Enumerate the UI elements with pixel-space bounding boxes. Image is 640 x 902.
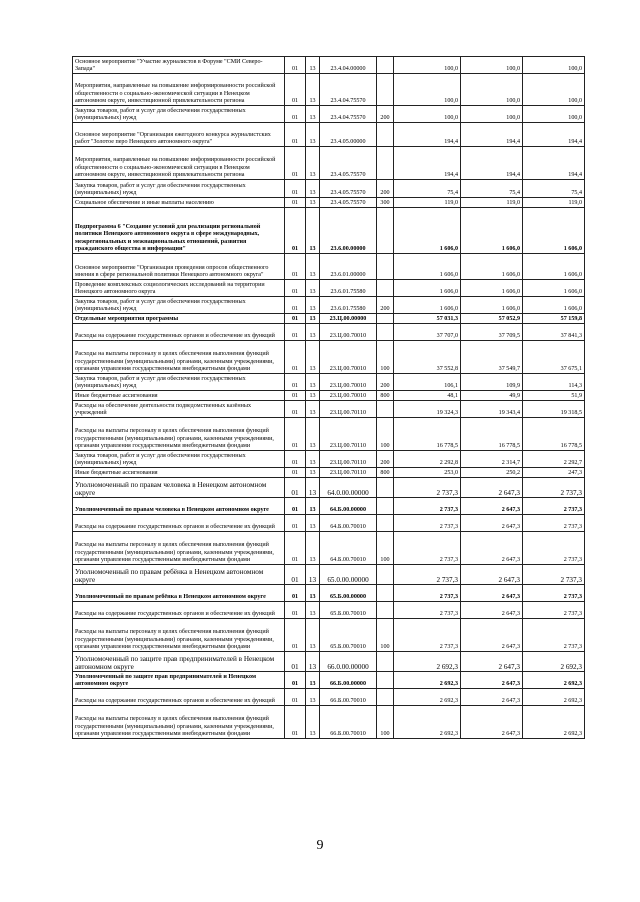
target-article-cell: 23.4.05.00000: [320, 123, 377, 147]
amount-year-2-cell: 2 647,3: [461, 689, 523, 706]
section-code-cell: 13: [306, 652, 320, 672]
ministry-code-cell: 01: [285, 74, 306, 106]
table-body: [73, 57, 585, 739]
row-name-cell: Проведение комплексных социологических исследований на территории Ненецкого автономного округа: [73, 280, 285, 297]
expense-type-cell: [377, 280, 394, 297]
budget-table: [72, 56, 585, 739]
table-row: [73, 297, 585, 314]
amount-year-3-cell: 2 737,3: [523, 498, 585, 515]
target-article-cell: 23.Ц.00.70110: [320, 451, 377, 468]
table-row: [73, 478, 585, 498]
amount-year-3-cell: 57 159,8: [523, 314, 585, 324]
amount-year-1-cell: 16 778,5: [394, 418, 461, 451]
target-article-cell: 64.0.00.00000: [320, 478, 377, 498]
section-code-cell: 13: [306, 672, 320, 689]
table-row: [73, 468, 585, 478]
amount-year-2-cell: 1 606,0: [461, 280, 523, 297]
row-name-cell: Уполномоченный по защите прав предпринимателей и Ненецком автономном округе: [73, 672, 285, 689]
target-article-cell: 64.Б.00.70010: [320, 532, 377, 565]
amount-year-3-cell: 2 737,3: [523, 602, 585, 619]
ministry-code-cell: 01: [285, 324, 306, 341]
expense-type-cell: [377, 585, 394, 602]
row-name-cell: Мероприятия, направленные на повышение информированности российской общественности о социально-экономической ситуации в Ненецком автономном округе, инвестиционной привлекательности региона: [73, 74, 285, 106]
ministry-code-cell: 01: [285, 208, 306, 254]
row-name-cell: Расходы на содержание государственных органов и обеспечение их функций: [73, 602, 285, 619]
target-article-cell: 23.6.01.75580: [320, 297, 377, 314]
row-name-cell: Закупка товаров, работ и услуг для обеспечения государственных (муниципальных) нужд: [73, 180, 285, 198]
ministry-code-cell: 01: [285, 314, 306, 324]
ministry-code-cell: 01: [285, 532, 306, 565]
expense-type-cell: [377, 314, 394, 324]
row-name-cell: Основное мероприятие "Организация ежегодного конкурса журналистских работ "Золотое перо Ненецкого автономного округа": [73, 123, 285, 147]
amount-year-3-cell: 2 737,3: [523, 565, 585, 585]
section-code-cell: 13: [306, 706, 320, 739]
ministry-code-cell: 01: [285, 468, 306, 478]
amount-year-1-cell: 100,0: [394, 74, 461, 106]
amount-year-2-cell: 37 709,5: [461, 324, 523, 341]
expense-type-cell: 100: [377, 706, 394, 739]
amount-year-1-cell: 2 737,3: [394, 585, 461, 602]
section-code-cell: 13: [306, 297, 320, 314]
amount-year-3-cell: 2 692,3: [523, 652, 585, 672]
amount-year-2-cell: 49,9: [461, 391, 523, 401]
ministry-code-cell: 01: [285, 478, 306, 498]
ministry-code-cell: 01: [285, 391, 306, 401]
table-row: [73, 57, 585, 74]
amount-year-1-cell: 194,4: [394, 123, 461, 147]
row-name-cell: Расходы на содержание государственных органов и обеспечение их функций: [73, 515, 285, 532]
amount-year-2-cell: 2 647,3: [461, 652, 523, 672]
expense-type-cell: [377, 689, 394, 706]
amount-year-2-cell: 2 647,3: [461, 532, 523, 565]
ministry-code-cell: 01: [285, 198, 306, 208]
amount-year-3-cell: 2 692,3: [523, 672, 585, 689]
row-name-cell: Уполномоченный по правам ребёнка в Ненецком автономном округе: [73, 585, 285, 602]
section-code-cell: 13: [306, 314, 320, 324]
row-name-cell: Закупка товаров, работ и услуг для обеспечения государственных (муниципальных) нужд: [73, 451, 285, 468]
row-name-cell: Закупка товаров, работ и услуг для обеспечения государственных (муниципальных) нужд: [73, 106, 285, 123]
amount-year-1-cell: 37 707,0: [394, 324, 461, 341]
row-name-cell: Расходы на выплаты персоналу в целях обеспечения выполнения функций государственными (муниципальными) органами, казенными учреждениями, органами управления государственными внебюджетными фондами: [73, 532, 285, 565]
section-code-cell: 13: [306, 147, 320, 180]
row-name-cell: Закупка товаров, работ и услуг для обеспечения государственных (муниципальных) нужд: [73, 374, 285, 391]
amount-year-3-cell: 2 737,3: [523, 619, 585, 652]
table-row: [73, 208, 585, 254]
ministry-code-cell: 01: [285, 297, 306, 314]
target-article-cell: 64.Б.00.00000: [320, 498, 377, 515]
amount-year-1-cell: 100,0: [394, 106, 461, 123]
section-code-cell: 13: [306, 515, 320, 532]
table-row: [73, 106, 585, 123]
amount-year-3-cell: 1 606,0: [523, 208, 585, 254]
amount-year-2-cell: 75,4: [461, 180, 523, 198]
ministry-code-cell: 01: [285, 498, 306, 515]
expense-type-cell: 200: [377, 106, 394, 123]
table-row: [73, 418, 585, 451]
row-name-cell: Расходы на выплаты персоналу в целях обеспечения выполнения функций государственными (муниципальными) органами, казенными учреждениями, органами управления государственными внебюджетными фондами: [73, 418, 285, 451]
amount-year-1-cell: 2 737,3: [394, 532, 461, 565]
amount-year-3-cell: 247,3: [523, 468, 585, 478]
expense-type-cell: 200: [377, 180, 394, 198]
page-number: 9: [316, 838, 324, 853]
section-code-cell: 13: [306, 198, 320, 208]
table-row: [73, 619, 585, 652]
section-code-cell: 13: [306, 341, 320, 374]
section-code-cell: 13: [306, 391, 320, 401]
amount-year-2-cell: 16 778,5: [461, 418, 523, 451]
section-code-cell: 13: [306, 254, 320, 280]
ministry-code-cell: 01: [285, 619, 306, 652]
amount-year-1-cell: 194,4: [394, 147, 461, 180]
amount-year-3-cell: 2 292,7: [523, 451, 585, 468]
amount-year-1-cell: 48,1: [394, 391, 461, 401]
row-name-cell: Расходы на выплаты персоналу в целях обеспечения выполнения функций государственными (муниципальными) органами, казенными учреждениями, органами управления государственными внебюджетными фондами: [73, 706, 285, 739]
target-article-cell: 23.Ц.00.70010: [320, 374, 377, 391]
amount-year-1-cell: 57 031,3: [394, 314, 461, 324]
row-name-cell: Расходы на содержание государственных органов и обеспечение их функций: [73, 689, 285, 706]
row-name-cell: Расходы на выплаты персоналу в целях обеспечения выполнения функций государственными (муниципальными) органами, казенными учреждениями, органами управления государственными внебюджетными фондами: [73, 619, 285, 652]
section-code-cell: 13: [306, 689, 320, 706]
amount-year-2-cell: 57 052,9: [461, 314, 523, 324]
row-name-cell: Социальное обеспечение и иные выплаты населению: [73, 198, 285, 208]
row-name-cell: Закупка товаров, работ и услуг для обеспечения государственных (муниципальных) нужд: [73, 297, 285, 314]
amount-year-2-cell: 2 647,3: [461, 565, 523, 585]
ministry-code-cell: 01: [285, 180, 306, 198]
ministry-code-cell: 01: [285, 689, 306, 706]
section-code-cell: 13: [306, 478, 320, 498]
section-code-cell: 13: [306, 498, 320, 515]
amount-year-2-cell: 2 647,3: [461, 515, 523, 532]
amount-year-2-cell: 1 606,0: [461, 254, 523, 280]
amount-year-1-cell: 106,1: [394, 374, 461, 391]
amount-year-3-cell: 16 778,5: [523, 418, 585, 451]
table-row: [73, 652, 585, 672]
target-article-cell: 23.6.01.00000: [320, 254, 377, 280]
expense-type-cell: [377, 123, 394, 147]
target-article-cell: 65.Б.00.00000: [320, 585, 377, 602]
amount-year-3-cell: 37 841,3: [523, 324, 585, 341]
target-article-cell: 65.Б.00.70010: [320, 602, 377, 619]
target-article-cell: 66.Б.00.70010: [320, 706, 377, 739]
expense-type-cell: [377, 565, 394, 585]
row-name-cell: Уполномоченный по правам ребёнка в Ненецком автономном округе: [73, 565, 285, 585]
amount-year-2-cell: 1 606,0: [461, 297, 523, 314]
table-row: [73, 254, 585, 280]
amount-year-1-cell: 19 324,3: [394, 401, 461, 418]
amount-year-1-cell: 2 292,8: [394, 451, 461, 468]
table-row: [73, 585, 585, 602]
expense-type-cell: [377, 254, 394, 280]
expense-type-cell: [377, 74, 394, 106]
amount-year-2-cell: 250,2: [461, 468, 523, 478]
row-name-cell: Расходы на обеспечение деятельности подведомственных казённых учреждений: [73, 401, 285, 418]
amount-year-3-cell: 19 318,5: [523, 401, 585, 418]
amount-year-2-cell: 1 606,0: [461, 208, 523, 254]
row-name-cell: Подпрограмма 6 "Создание условий для реализации региональной политики Ненецкого автономного округа в сфере международных, межрегиональных и межнациональных отношений, развития гражданского общества и информации": [73, 208, 285, 254]
amount-year-3-cell: 51,9: [523, 391, 585, 401]
table-row: [73, 672, 585, 689]
row-name-cell: Расходы на выплаты персоналу в целях обеспечения выполнения функций государственными (муниципальными) органами, казенными учреждениями, органами управления государственными внебюджетными фондами: [73, 341, 285, 374]
ministry-code-cell: 01: [285, 706, 306, 739]
amount-year-1-cell: 2 737,3: [394, 515, 461, 532]
row-name-cell: Иные бюджетные ассигнования: [73, 468, 285, 478]
ministry-code-cell: 01: [285, 418, 306, 451]
section-code-cell: 13: [306, 324, 320, 341]
section-code-cell: 13: [306, 468, 320, 478]
expense-type-cell: [377, 57, 394, 74]
ministry-code-cell: 01: [285, 401, 306, 418]
amount-year-3-cell: 100,0: [523, 106, 585, 123]
target-article-cell: 23.4.04.75570: [320, 106, 377, 123]
ministry-code-cell: 01: [285, 672, 306, 689]
amount-year-1-cell: 37 552,8: [394, 341, 461, 374]
table-row: [73, 515, 585, 532]
section-code-cell: 13: [306, 619, 320, 652]
amount-year-3-cell: 1 606,0: [523, 297, 585, 314]
amount-year-2-cell: 109,9: [461, 374, 523, 391]
amount-year-2-cell: 2 647,3: [461, 602, 523, 619]
amount-year-1-cell: 2 692,3: [394, 706, 461, 739]
ministry-code-cell: 01: [285, 585, 306, 602]
table-row: [73, 451, 585, 468]
table-row: [73, 706, 585, 739]
section-code-cell: 13: [306, 74, 320, 106]
amount-year-1-cell: 1 606,0: [394, 280, 461, 297]
amount-year-3-cell: 119,0: [523, 198, 585, 208]
target-article-cell: 23.4.05.75570: [320, 180, 377, 198]
ministry-code-cell: 01: [285, 374, 306, 391]
section-code-cell: 13: [306, 280, 320, 297]
amount-year-2-cell: 2 647,3: [461, 619, 523, 652]
target-article-cell: 66.Б.00.00000: [320, 672, 377, 689]
amount-year-2-cell: 2 647,3: [461, 478, 523, 498]
target-article-cell: 23.Ц.00.70010: [320, 324, 377, 341]
amount-year-2-cell: 2 647,3: [461, 706, 523, 739]
amount-year-1-cell: 2 692,3: [394, 689, 461, 706]
expense-type-cell: 800: [377, 391, 394, 401]
section-code-cell: 13: [306, 585, 320, 602]
amount-year-3-cell: 194,4: [523, 123, 585, 147]
amount-year-3-cell: 194,4: [523, 147, 585, 180]
section-code-cell: 13: [306, 532, 320, 565]
expense-type-cell: [377, 672, 394, 689]
expense-type-cell: [377, 602, 394, 619]
section-code-cell: 13: [306, 57, 320, 74]
expense-type-cell: 100: [377, 341, 394, 374]
amount-year-2-cell: 100,0: [461, 57, 523, 74]
table-row: [73, 198, 585, 208]
amount-year-3-cell: 100,0: [523, 74, 585, 106]
section-code-cell: 13: [306, 208, 320, 254]
expense-type-cell: [377, 515, 394, 532]
expense-type-cell: 100: [377, 532, 394, 565]
row-name-cell: Основное мероприятие "Организация проведения опросов общественного мнения в сфере региональной политики Ненецкого автономного округа": [73, 254, 285, 280]
expense-type-cell: [377, 478, 394, 498]
amount-year-1-cell: 119,0: [394, 198, 461, 208]
ministry-code-cell: 01: [285, 451, 306, 468]
amount-year-1-cell: 75,4: [394, 180, 461, 198]
target-article-cell: 23.Ц.00.70010: [320, 391, 377, 401]
amount-year-2-cell: 2 647,3: [461, 498, 523, 515]
amount-year-2-cell: 2 647,3: [461, 585, 523, 602]
target-article-cell: 23.6.00.00000: [320, 208, 377, 254]
table-row: [73, 374, 585, 391]
expense-type-cell: 100: [377, 619, 394, 652]
amount-year-1-cell: 2 737,3: [394, 602, 461, 619]
expense-type-cell: [377, 147, 394, 180]
ministry-code-cell: 01: [285, 515, 306, 532]
amount-year-2-cell: 100,0: [461, 74, 523, 106]
expense-type-cell: 200: [377, 374, 394, 391]
row-name-cell: Мероприятия, направленные на повышение информированности российской общественности о социально-экономической ситуации в Ненецком автономном округе, инвестиционной привлекательности региона: [73, 147, 285, 180]
section-code-cell: 13: [306, 123, 320, 147]
target-article-cell: 23.Ц.00.00000: [320, 314, 377, 324]
expense-type-cell: 200: [377, 451, 394, 468]
expense-type-cell: 100: [377, 418, 394, 451]
amount-year-2-cell: 100,0: [461, 106, 523, 123]
section-code-cell: 13: [306, 106, 320, 123]
amount-year-2-cell: 194,4: [461, 123, 523, 147]
target-article-cell: 64.Б.00.70010: [320, 515, 377, 532]
table-row: [73, 602, 585, 619]
amount-year-3-cell: 1 606,0: [523, 280, 585, 297]
amount-year-1-cell: 1 606,0: [394, 297, 461, 314]
table-row: [73, 689, 585, 706]
target-article-cell: 23.Ц.00.70110: [320, 401, 377, 418]
table-row: [73, 565, 585, 585]
row-name-cell: Иные бюджетные ассигнования: [73, 391, 285, 401]
ministry-code-cell: 01: [285, 602, 306, 619]
table-row: [73, 401, 585, 418]
amount-year-1-cell: 2 692,3: [394, 672, 461, 689]
amount-year-2-cell: 2 314,7: [461, 451, 523, 468]
amount-year-3-cell: 2 737,3: [523, 532, 585, 565]
amount-year-3-cell: 2 737,3: [523, 585, 585, 602]
amount-year-2-cell: 19 343,4: [461, 401, 523, 418]
amount-year-3-cell: 2 737,3: [523, 478, 585, 498]
table-row: [73, 147, 585, 180]
target-article-cell: 65.0.00.00000: [320, 565, 377, 585]
table-row: [73, 123, 585, 147]
section-code-cell: 13: [306, 418, 320, 451]
table-row: [73, 498, 585, 515]
ministry-code-cell: 01: [285, 57, 306, 74]
amount-year-1-cell: 1 606,0: [394, 208, 461, 254]
amount-year-2-cell: 194,4: [461, 147, 523, 180]
amount-year-3-cell: 100,0: [523, 57, 585, 74]
row-name-cell: Отдельные мероприятия программы: [73, 314, 285, 324]
target-article-cell: 23.Ц.00.70110: [320, 468, 377, 478]
target-article-cell: 23.4.04.00000: [320, 57, 377, 74]
table-row: [73, 74, 585, 106]
section-code-cell: 13: [306, 451, 320, 468]
table-row: [73, 532, 585, 565]
target-article-cell: 65.Б.00.70010: [320, 619, 377, 652]
amount-year-1-cell: 2 737,3: [394, 478, 461, 498]
amount-year-3-cell: 2 737,3: [523, 515, 585, 532]
amount-year-3-cell: 37 675,1: [523, 341, 585, 374]
amount-year-2-cell: 2 647,3: [461, 672, 523, 689]
expense-type-cell: [377, 401, 394, 418]
amount-year-2-cell: 37 549,7: [461, 341, 523, 374]
amount-year-1-cell: 253,0: [394, 468, 461, 478]
amount-year-1-cell: 2 737,3: [394, 498, 461, 515]
amount-year-3-cell: 114,3: [523, 374, 585, 391]
section-code-cell: 13: [306, 565, 320, 585]
section-code-cell: 13: [306, 401, 320, 418]
amount-year-3-cell: 1 606,0: [523, 254, 585, 280]
amount-year-3-cell: 2 692,3: [523, 689, 585, 706]
target-article-cell: 66.0.00.00000: [320, 652, 377, 672]
table-row: [73, 180, 585, 198]
target-article-cell: 23.Ц.00.70110: [320, 418, 377, 451]
target-article-cell: 23.4.05.75570: [320, 147, 377, 180]
expense-type-cell: 800: [377, 468, 394, 478]
ministry-code-cell: 01: [285, 123, 306, 147]
amount-year-2-cell: 119,0: [461, 198, 523, 208]
row-name-cell: Расходы на содержание государственных органов и обеспечение их функций: [73, 324, 285, 341]
expense-type-cell: [377, 652, 394, 672]
amount-year-3-cell: 75,4: [523, 180, 585, 198]
section-code-cell: 13: [306, 374, 320, 391]
table-row: [73, 341, 585, 374]
amount-year-1-cell: 1 606,0: [394, 254, 461, 280]
table-row: [73, 314, 585, 324]
ministry-code-cell: 01: [285, 254, 306, 280]
amount-year-1-cell: 2 692,3: [394, 652, 461, 672]
target-article-cell: 23.6.01.75580: [320, 280, 377, 297]
amount-year-1-cell: 2 737,3: [394, 565, 461, 585]
table-row: [73, 280, 585, 297]
section-code-cell: 13: [306, 180, 320, 198]
expense-type-cell: 300: [377, 198, 394, 208]
target-article-cell: 66.Б.00.70010: [320, 689, 377, 706]
row-name-cell: Основное мероприятие "Участие журналистов в Форуме "СМИ Северо-Запада": [73, 57, 285, 74]
row-name-cell: Уполномоченный по правам человека в Ненецком автономном округе: [73, 478, 285, 498]
ministry-code-cell: 01: [285, 565, 306, 585]
ministry-code-cell: 01: [285, 652, 306, 672]
expense-type-cell: [377, 498, 394, 515]
expense-type-cell: [377, 324, 394, 341]
ministry-code-cell: 01: [285, 341, 306, 374]
target-article-cell: 23.4.05.75570: [320, 198, 377, 208]
table-row: [73, 324, 585, 341]
amount-year-3-cell: 2 692,3: [523, 706, 585, 739]
expense-type-cell: 200: [377, 297, 394, 314]
row-name-cell: Уполномоченный по правам человека в Ненецком автономном округе: [73, 498, 285, 515]
expense-type-cell: [377, 208, 394, 254]
table-row: [73, 391, 585, 401]
row-name-cell: Уполномоченный по защите прав предпринимателей в Ненецком автономном округе: [73, 652, 285, 672]
section-code-cell: 13: [306, 602, 320, 619]
ministry-code-cell: 01: [285, 280, 306, 297]
target-article-cell: 23.4.04.75570: [320, 74, 377, 106]
amount-year-1-cell: 100,0: [394, 57, 461, 74]
target-article-cell: 23.Ц.00.70010: [320, 341, 377, 374]
ministry-code-cell: 01: [285, 106, 306, 123]
amount-year-1-cell: 2 737,3: [394, 619, 461, 652]
ministry-code-cell: 01: [285, 147, 306, 180]
